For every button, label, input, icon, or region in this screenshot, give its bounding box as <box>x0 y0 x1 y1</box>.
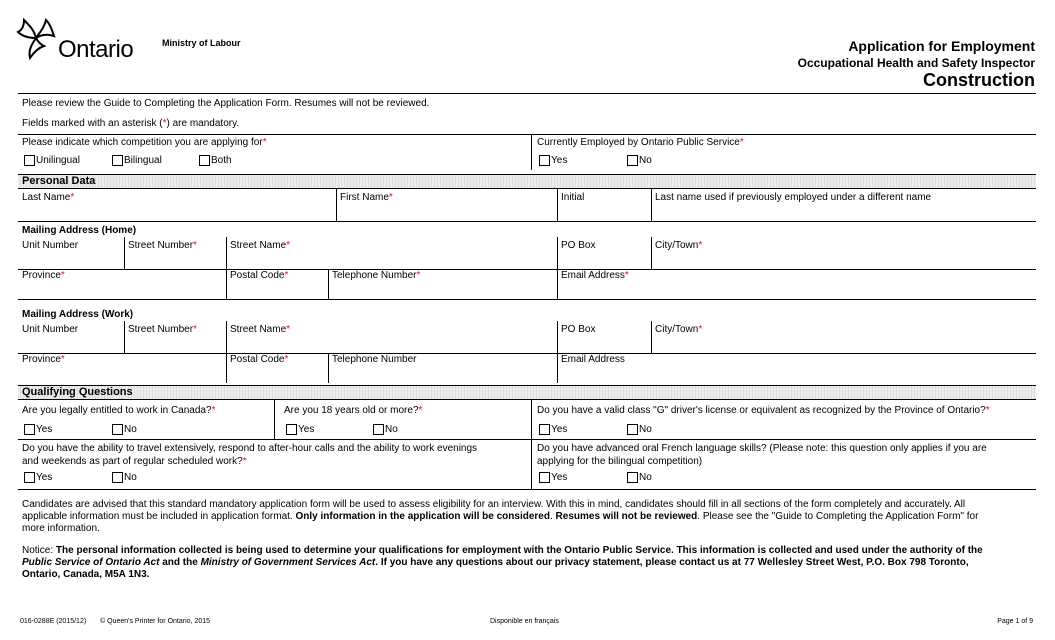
prev-last-name-input[interactable] <box>652 203 1036 221</box>
last-name-label: Last Name* <box>22 192 75 203</box>
divider <box>328 353 329 383</box>
q3-yes-checkbox[interactable]: Yes <box>539 424 567 435</box>
home-address-heading: Mailing Address (Home) <box>22 225 137 236</box>
home-postal-label: Postal Code* <box>230 270 289 281</box>
checkbox-box[interactable] <box>199 155 210 166</box>
home-street-number-label: Street Number* <box>128 240 197 251</box>
checkbox-box[interactable] <box>24 472 35 483</box>
form-number: 016-0288E (2015/12) <box>20 618 87 625</box>
form-subtitle: Occupational Health and Safety Inspector <box>797 56 1035 70</box>
work-address-heading: Mailing Address (Work) <box>22 309 134 320</box>
work-postal-label: Postal Code* <box>230 354 289 365</box>
work-province-label: Province* <box>22 354 65 365</box>
home-city-label: City/Town* <box>655 240 703 251</box>
checkbox-box[interactable] <box>286 424 297 435</box>
ontario-logo <box>16 18 146 62</box>
ops-employed-label: Currently Employed by Ontario Public Service* <box>537 137 744 148</box>
divider <box>226 237 227 299</box>
rule <box>18 269 1036 270</box>
both-checkbox[interactable]: Both <box>199 155 232 166</box>
unilingual-checkbox[interactable]: Unilingual <box>24 155 80 166</box>
rule <box>18 439 1036 440</box>
ops-yes-checkbox[interactable]: Yes <box>539 155 567 166</box>
home-street-name-label: Street Name* <box>230 240 291 251</box>
work-street-number-label: Street Number* <box>128 324 197 335</box>
q4-yes-checkbox[interactable]: Yes <box>24 472 52 483</box>
form-section-title: Construction <box>923 70 1035 90</box>
rule <box>18 299 1036 300</box>
home-province-label: Province* <box>22 270 65 281</box>
q-legal-work-label: Are you legally entitled to work in Canada?* <box>22 405 216 416</box>
bilingual-checkbox[interactable]: Bilingual <box>112 155 162 166</box>
page-number: Page 1 of 9 <box>997 618 1033 625</box>
checkbox-box[interactable] <box>627 424 638 435</box>
home-unit-label: Unit Number <box>22 240 79 251</box>
work-unit-label: Unit Number <box>22 324 79 335</box>
checkbox-box[interactable] <box>539 155 550 166</box>
home-phone-label: Telephone Number* <box>332 270 421 281</box>
divider <box>557 237 558 299</box>
checkbox-box[interactable] <box>112 424 123 435</box>
advisory-paragraph: Candidates are advised that this standard mandatory application form will be used to assess eligibility for an interview. With this in mind, candidates should fill in all sections of the form completely and accurately. All applicable information must be included in application format. Only information in the application will be considered. Resumes will not be reviewed. Please see the "Guide to Completing the Application Form" for more information. <box>22 499 979 534</box>
checkbox-box[interactable] <box>112 155 123 166</box>
work-email-label: Email Address <box>561 354 625 365</box>
q-travel-label-1: Do you have the ability to travel extensively, respond to after-hour calls and the ability to work evenings <box>22 443 478 454</box>
copyright: © Queen's Printer for Ontario, 2015 <box>100 618 210 625</box>
initial-input[interactable] <box>558 203 651 221</box>
q-license-label: Do you have a valid class "G" driver's license or equivalent as recognized by the Province of Ontario?* <box>537 405 990 416</box>
divider <box>531 134 532 170</box>
home-email-label: Email Address* <box>561 270 629 281</box>
work-street-name-label: Street Name* <box>230 324 291 335</box>
french-availability: Disponible en français <box>490 618 559 625</box>
last-name-input[interactable] <box>18 203 336 221</box>
q1-yes-checkbox[interactable]: Yes <box>24 424 52 435</box>
home-po-box-label: PO Box <box>561 240 596 251</box>
rule <box>18 399 1036 400</box>
checkbox-box[interactable] <box>373 424 384 435</box>
initial-label: Initial <box>561 192 585 203</box>
q5-no-checkbox[interactable]: No <box>627 472 652 483</box>
work-city-label: City/Town* <box>655 324 703 335</box>
rule <box>18 353 1036 354</box>
q-french-label-2: applying for the bilingual competition) <box>537 456 703 467</box>
divider <box>226 321 227 383</box>
first-name-input[interactable] <box>337 203 557 221</box>
divider <box>557 321 558 383</box>
intro-line-1: Please review the Guide to Completing the Application Form. Resumes will not be reviewed. <box>22 98 430 109</box>
rule <box>18 221 1036 222</box>
personal-data-heading: Personal Data <box>18 174 1036 188</box>
q2-yes-checkbox[interactable]: Yes <box>286 424 314 435</box>
divider <box>274 399 275 439</box>
intro-line-2: Fields marked with an asterisk (*) are mandatory. <box>22 118 240 129</box>
form-title: Application for Employment <box>848 38 1035 54</box>
competition-label: Please indicate which competition you are applying for* <box>22 137 267 148</box>
header-rule <box>18 93 1036 94</box>
qualifying-heading: Qualifying Questions <box>18 385 1036 399</box>
checkbox-box[interactable] <box>24 155 35 166</box>
q1-no-checkbox[interactable]: No <box>112 424 137 435</box>
ops-no-checkbox[interactable]: No <box>627 155 652 166</box>
prev-last-name-label: Last name used if previously employed under a different name <box>655 192 932 203</box>
divider <box>651 237 652 269</box>
divider <box>124 321 125 353</box>
q3-no-checkbox[interactable]: No <box>627 424 652 435</box>
rule <box>18 134 1036 135</box>
q2-no-checkbox[interactable]: No <box>373 424 398 435</box>
q-french-label-1: Do you have advanced oral French language skills? (Please note: this question only applies if you are <box>537 443 987 454</box>
q4-no-checkbox[interactable]: No <box>112 472 137 483</box>
checkbox-box[interactable] <box>539 424 550 435</box>
privacy-notice: Notice: The personal information collected is being used to determine your qualifications for employment with the Ontario Public Service. This information is collected and used under the authority of the Public Service of Ontario Act and the Ministry of Government Services Act. If you have any questions about our privacy statement, please contact us at 77 Wellesley Street West, P.O. Box 798 Toronto, Ontario, Canada, M5A 1N3. <box>22 545 983 580</box>
checkbox-box[interactable] <box>627 472 638 483</box>
checkbox-box[interactable] <box>627 155 638 166</box>
ministry-name: Ministry of Labour <box>162 38 241 48</box>
logo-text: Ontario <box>58 36 134 63</box>
rule <box>18 188 1036 189</box>
work-phone-label: Telephone Number <box>332 354 417 365</box>
rule <box>18 489 1036 490</box>
checkbox-box[interactable] <box>112 472 123 483</box>
divider <box>651 321 652 353</box>
checkbox-box[interactable] <box>539 472 550 483</box>
checkbox-box[interactable] <box>24 424 35 435</box>
divider <box>328 269 329 299</box>
divider <box>531 399 532 489</box>
first-name-label: First Name* <box>340 192 393 203</box>
divider <box>124 237 125 269</box>
trillium-icon <box>16 18 60 62</box>
q-age-label: Are you 18 years old or more?* <box>284 405 423 416</box>
q5-yes-checkbox[interactable]: Yes <box>539 472 567 483</box>
work-po-box-label: PO Box <box>561 324 596 335</box>
q-travel-label-2: and weekends as part of regular scheduled work?* <box>22 456 247 467</box>
